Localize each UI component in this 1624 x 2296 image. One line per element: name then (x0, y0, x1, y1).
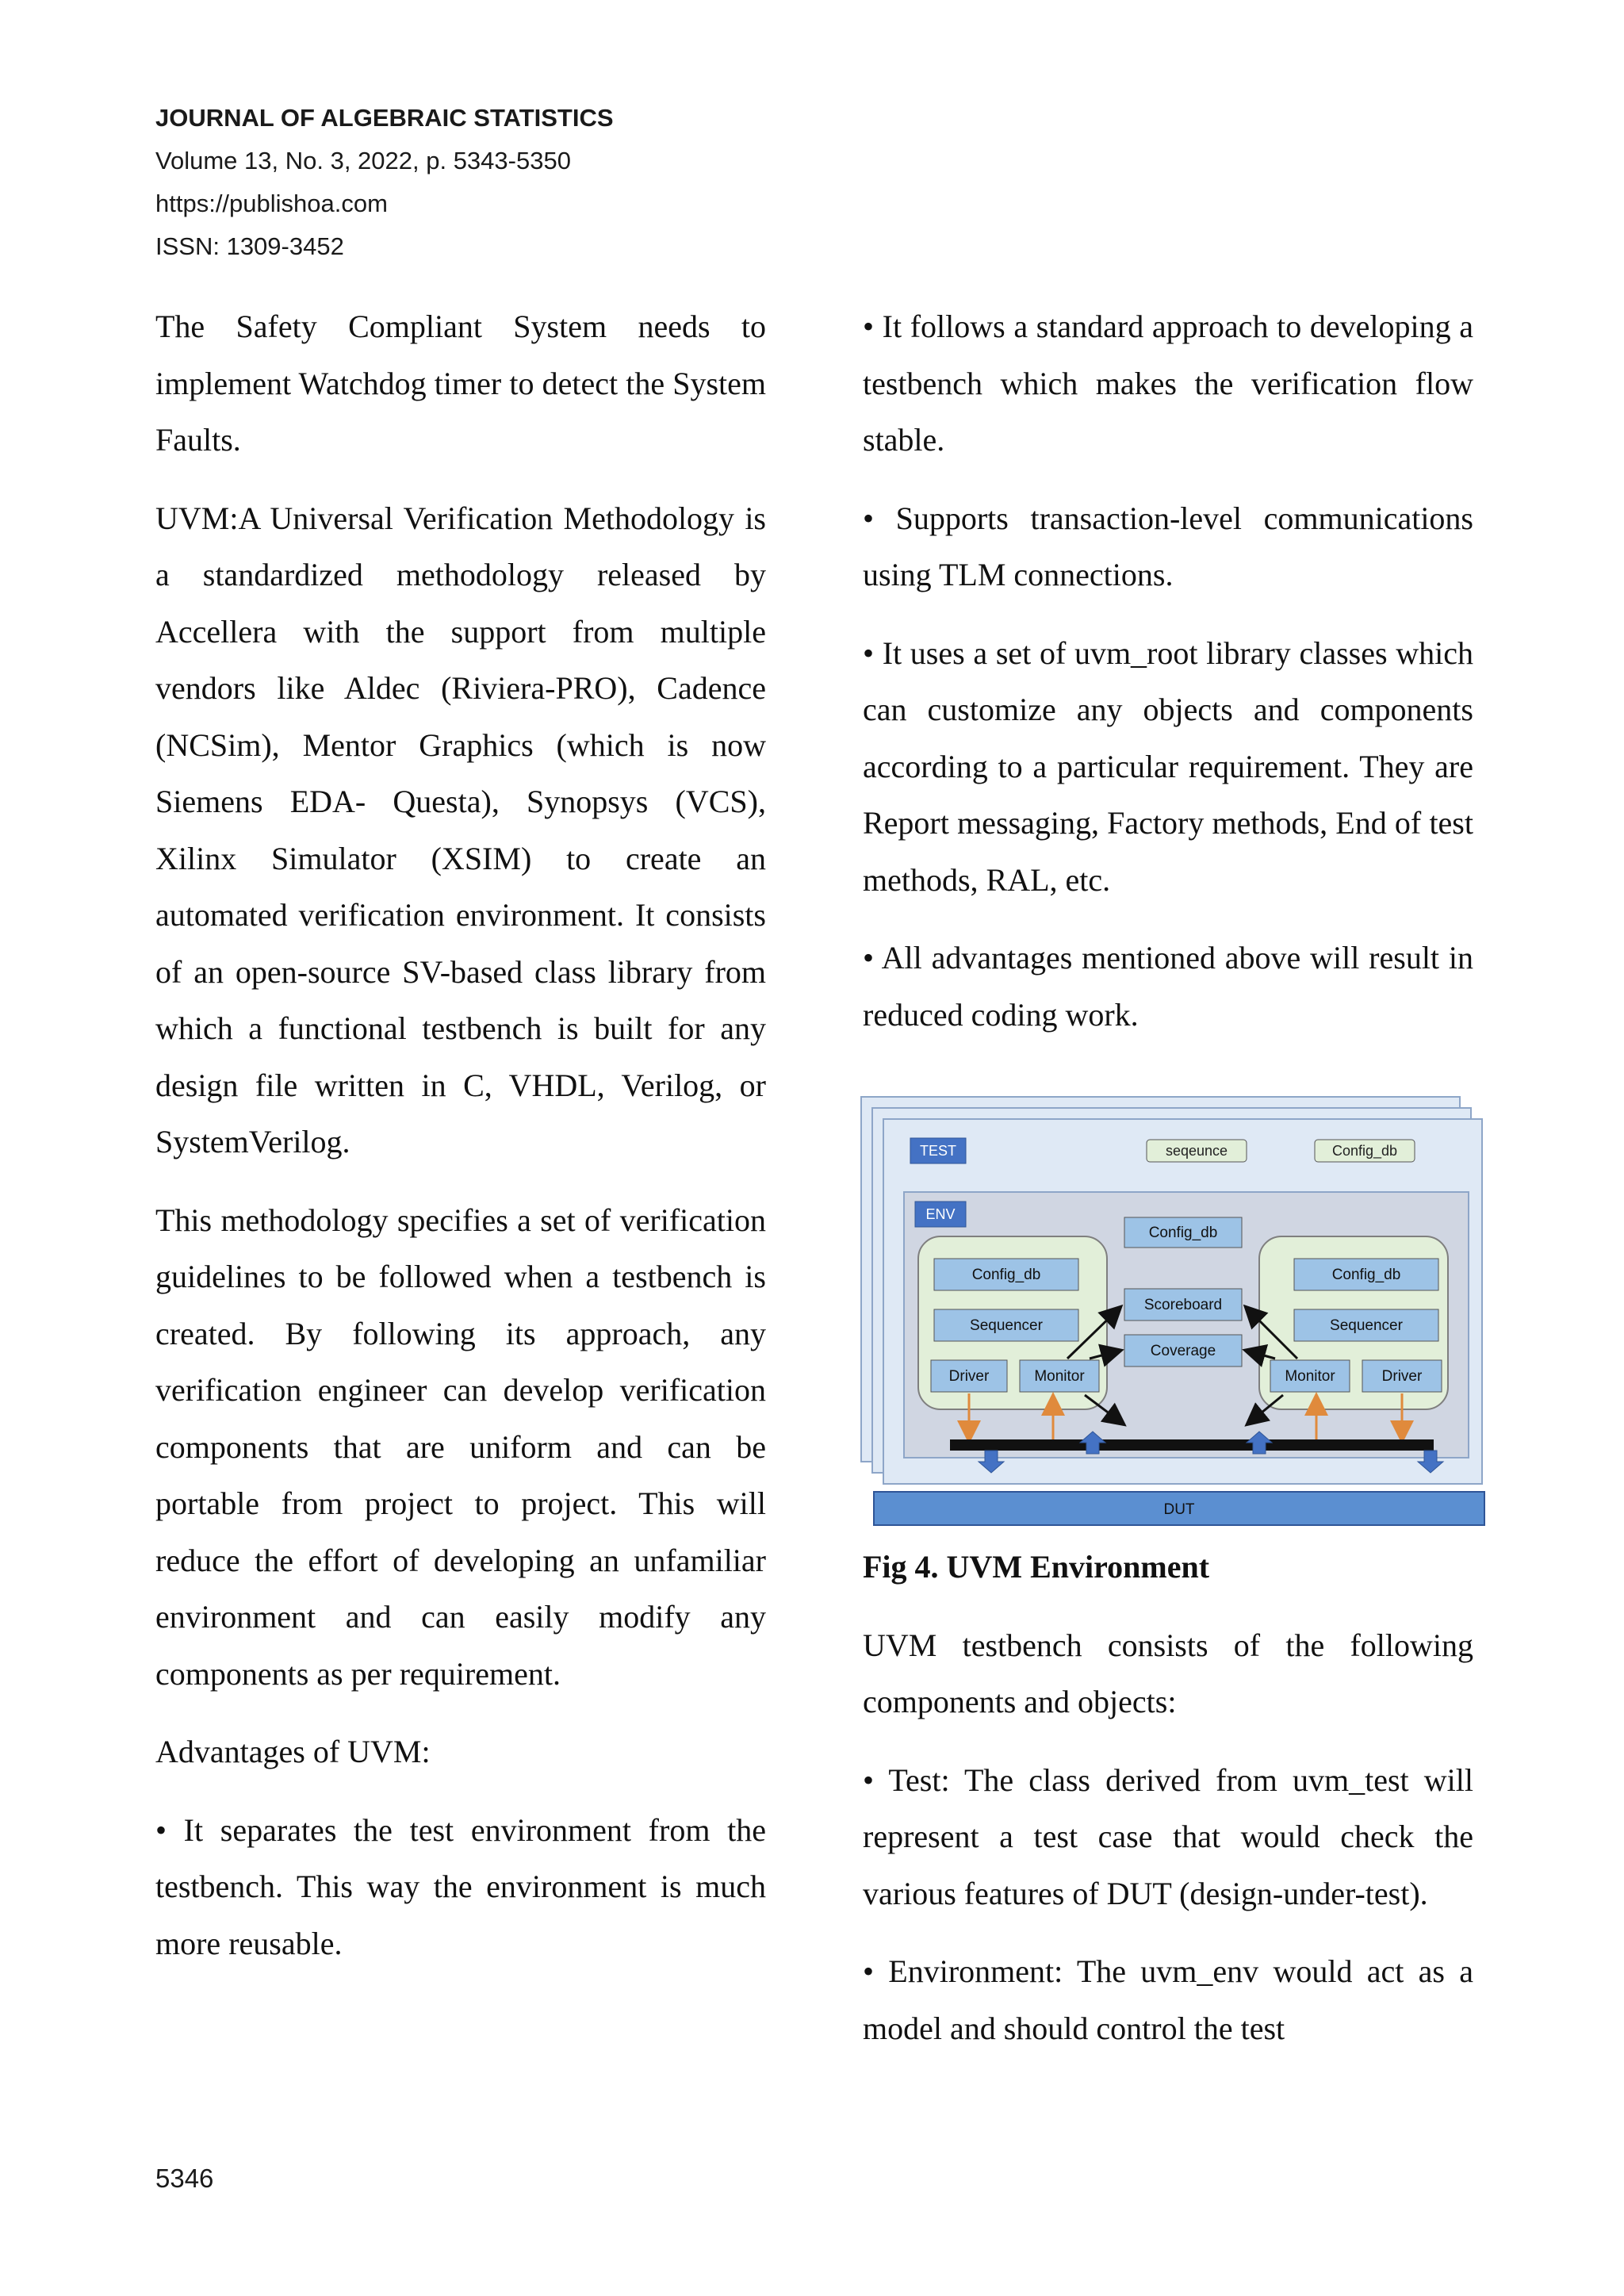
left-column (155, 298, 766, 1993)
test-config-db-label: Config_db (1331, 1143, 1398, 1159)
right-sequencer-label: Sequencer (1330, 1317, 1403, 1334)
bullet-paragraph: • It uses a set of uvm_root library classes which can customize any objects and components according to a particular requirement. They are Report messaging, Factory methods, End of test methods, RAL, etc. (863, 634, 1473, 898)
page-number: 5346 (155, 2164, 214, 2193)
coverage-label: Coverage (1150, 1343, 1216, 1359)
right-column (863, 298, 1473, 2078)
test-label: TEST (919, 1143, 957, 1159)
env-label: ENV (925, 1206, 956, 1222)
figure-caption: Fig 4. UVM Environment (863, 1549, 1210, 1585)
bullet-paragraph: • All advantages mentioned above will result in reduced coding work. (863, 940, 1473, 1033)
dut-label: DUT (1163, 1501, 1195, 1518)
bullet-paragraph: • It separates the test environment from the testbench. This way the environment is much more reusable. (155, 1811, 766, 1961)
left-monitor-label: Monitor (1034, 1368, 1085, 1385)
left-config-db-label: Config_db (971, 1267, 1041, 1283)
bullet-paragraph: • It follows a standard approach to developing a testbench which makes the verification flow stable. (863, 309, 1473, 458)
right-config-db-label: Config_db (1331, 1267, 1401, 1283)
journal-volume: Volume 13, No. 3, 2022, p. 5343-5350 (155, 147, 571, 174)
paragraph: UVM testbench consists of the following components and objects: (863, 1627, 1473, 1719)
right-driver-label: Driver (1381, 1368, 1423, 1385)
uvm-diagram (855, 1091, 1489, 1539)
uvm-environment-figure (855, 1091, 1489, 1539)
paragraph: This methodology specifies a set of verification guidelines to be followed when a testbench is created. By following its approach, any verification engineer can develop verification components that are uniform and can be portable from project to project. This will reduce the effort of developing an unfamiliar environment and can easily modify any components as per requirement. (155, 1202, 766, 1692)
interface-bus (950, 1439, 1434, 1451)
right-monitor-label: Monitor (1285, 1368, 1335, 1385)
journal-header (155, 97, 614, 268)
bullet-paragraph: • Test: The class derived from uvm_test will represent a test case that would check the various features of DUT (design-under-test). (863, 1761, 1473, 1911)
scoreboard-label: Scoreboard (1143, 1297, 1223, 1313)
paragraph: UVM:A Universal Verification Methodology is a standardized methodology released by Accellera with the support from multiple vendors like Aldec (Riviera-PRO), Cadence (NCSim), Mentor Graphics (which is now Siemens EDA- Questa), Synopsys (VCS), Xilinx Simulator (XSIM) to create an automated verification environment. It consists of an open-source SV-based class library from which a functional testbench is built for any design file written in C, VHDL, Verilog, or SystemVerilog. (155, 500, 766, 1159)
env-config-db-label: Config_db (1148, 1225, 1218, 1241)
section-heading: Advantages of UVM: (155, 1734, 431, 1769)
sequence-label: seqeunce (1165, 1143, 1228, 1159)
paragraph: The Safety Compliant System needs to implement Watchdog timer to detect the System Faults. (155, 309, 766, 458)
left-sequencer-label: Sequencer (970, 1317, 1043, 1334)
journal-url[interactable]: https://publishoa.com (155, 190, 388, 217)
bullet-paragraph: • Supports transaction-level communications using TLM connections. (863, 500, 1473, 592)
bullet-paragraph: • Environment: The uvm_env would act as a model and should control the test (863, 1953, 1473, 2046)
journal-title: JOURNAL OF ALGEBRAIC STATISTICS (155, 104, 614, 132)
left-driver-label: Driver (948, 1368, 990, 1385)
journal-issn: ISSN: 1309-3452 (155, 232, 344, 260)
